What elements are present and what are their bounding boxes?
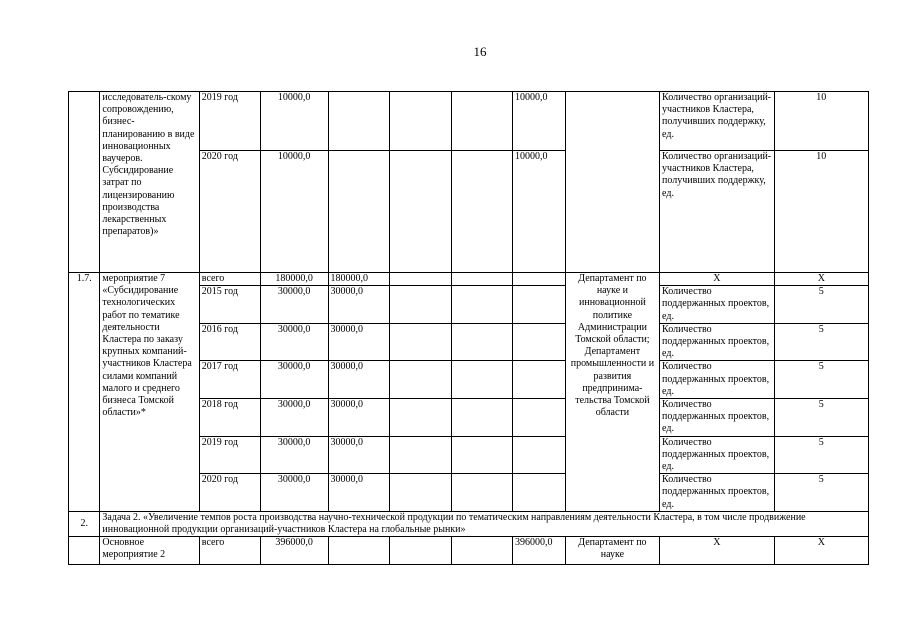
value-cell: 396000,0 [513, 537, 566, 565]
value-cell: 180000,0 [260, 273, 328, 286]
target-cell: 5 [774, 286, 868, 324]
value-cell: 30000,0 [260, 436, 328, 474]
indicator-cell: Количество организаций-участников Кластера, получивших поддержку, ед. [660, 92, 775, 151]
value-cell: 10000,0 [260, 151, 328, 273]
program-table [68, 91, 869, 565]
target-cell: 5 [774, 474, 868, 512]
measure-name: Основное мероприятие 2 [100, 537, 199, 565]
value-cell: 30000,0 [260, 399, 328, 437]
table-row [69, 273, 869, 286]
year-cell: 2019 год [199, 92, 260, 151]
year-cell: 2019 год [199, 436, 260, 474]
page-number: 16 [473, 44, 487, 59]
value-cell: 30000,0 [260, 474, 328, 512]
target-cell: 10 [774, 151, 868, 273]
indicator-cell: Количество поддержанных проектов, ед. [660, 399, 775, 437]
value-cell: 30000,0 [260, 323, 328, 361]
target-cell: 5 [774, 361, 868, 399]
indicator-cell: Количество поддержанных проектов, ед. [660, 286, 775, 324]
table-row [69, 537, 869, 565]
value-cell: 30000,0 [328, 436, 390, 474]
task-heading: Задача 2. «Увеличение темпов роста производства научно-технической продукции по тематическим направлениям деятельности Кластера, в том числе продвижение инновационной продукции организаций-участников Кластера на глобальные рынки» [100, 511, 869, 536]
year-cell: всего [199, 537, 260, 565]
value-cell: 180000,0 [328, 273, 390, 286]
value-cell: 30000,0 [328, 399, 390, 437]
indicator-cell: Количество организаций-участников Кластера, получивших поддержку, ед. [660, 151, 775, 273]
indicator-cell: Количество поддержанных проектов, ед. [660, 323, 775, 361]
row-number: 2. [69, 511, 100, 536]
value-cell: 396000,0 [260, 537, 328, 565]
value-cell: 30000,0 [328, 361, 390, 399]
target-cell: 5 [774, 399, 868, 437]
value-cell: 10000,0 [513, 92, 566, 151]
indicator-cell: Количество поддержанных проектов, ед. [660, 474, 775, 512]
target-cell: Х [774, 537, 868, 565]
value-cell: 30000,0 [260, 361, 328, 399]
row-number: 1.7. [69, 273, 100, 512]
indicator-cell: Количество поддержанных проектов, ед. [660, 361, 775, 399]
value-cell: 30000,0 [260, 286, 328, 324]
measure-name: мероприятие 7 «Субсидирование технологических работ по тематике деятельности Кластера по заказу крупных компаний-участников Кластера силами компаний малого и среднего бизнеса Томской области»* [100, 273, 199, 512]
indicator-cell: Количество поддержанных проектов, ед. [660, 436, 775, 474]
value-cell: 10000,0 [513, 151, 566, 273]
year-cell: 2020 год [199, 474, 260, 512]
year-cell: всего [199, 273, 260, 286]
target-cell: 10 [774, 92, 868, 151]
executor-cell: Департамент по науке и инновационной политике Администрации Томской области; Департамент промышленности и развития предпринима-тельства Томской области [565, 273, 659, 512]
table-row [69, 511, 869, 536]
year-cell: 2017 год [199, 361, 260, 399]
indicator-cell: Х [660, 273, 775, 286]
year-cell: 2016 год [199, 323, 260, 361]
executor-cell: Департамент по науке [565, 537, 659, 565]
value-cell: 10000,0 [260, 92, 328, 151]
year-cell: 2015 год [199, 286, 260, 324]
year-cell: 2018 год [199, 399, 260, 437]
year-cell: 2020 год [199, 151, 260, 273]
measure-name: исследователь-скому сопровождению, бизнес-планированию в виде инновационных ваучеров. Субсидирование затрат по лицензированию производства лекарственных препаратов)» [100, 92, 199, 273]
value-cell: 30000,0 [328, 323, 390, 361]
indicator-cell: Х [660, 537, 775, 565]
target-cell: 5 [774, 436, 868, 474]
target-cell: Х [774, 273, 868, 286]
target-cell: 5 [774, 323, 868, 361]
value-cell: 30000,0 [328, 286, 390, 324]
value-cell: 30000,0 [328, 474, 390, 512]
table-row [69, 92, 869, 151]
